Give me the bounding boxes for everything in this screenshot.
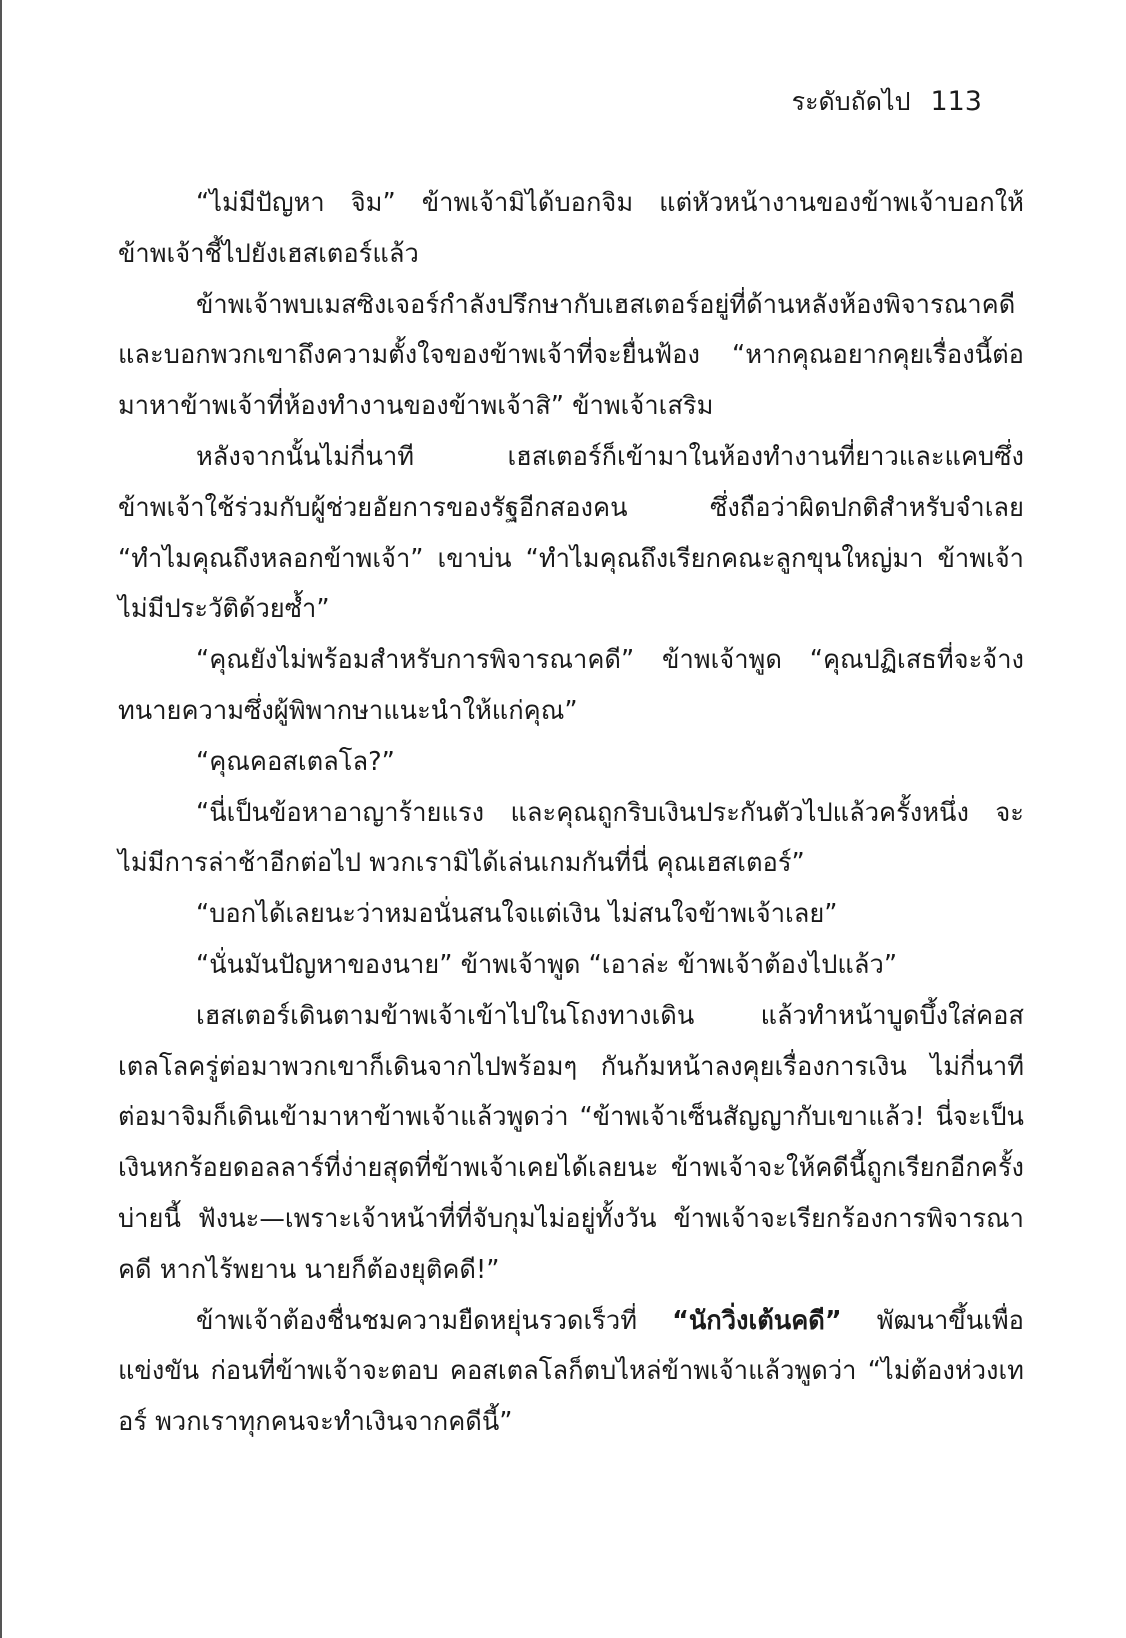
paragraph	[118, 178, 1024, 280]
paragraph-text: “คุณยังไม่พร้อมสำหรับการพิจารณาคดี” ข้าพเจ้าพูด “คุณปฏิเสธที่จะจ้างทนายความซึ่งผู้พิพากษาแนะนำให้แก่คุณ”	[118, 645, 1024, 726]
paragraph	[118, 280, 1024, 432]
paragraph	[118, 940, 1024, 991]
paragraph	[118, 889, 1024, 940]
emphasized-text: “นักวิ่งเต้นคดี”	[672, 1305, 842, 1336]
paragraph	[118, 635, 1024, 737]
body-text	[118, 178, 1024, 1448]
paragraph-text: “นี่เป็นข้อหาอาญาร้ายแรง และคุณถูกริบเงินประกันตัวไปแล้วครั้งหนึ่ง จะไม่มีการล่าช้าอีกต่อไป พวกเรามิได้เล่นเกมกันที่นี่ คุณเฮสเตอร์”	[118, 797, 1024, 879]
paragraph	[118, 991, 1024, 1296]
paragraph-text: “คุณคอสเตลโล?”	[196, 746, 395, 777]
paragraph-text: “บอกได้เลยนะว่าหมอนั่นสนใจแต่เงิน ไม่สนใจข้าพเจ้าเลย”	[196, 899, 838, 930]
paragraph	[118, 1296, 1024, 1448]
paragraph	[118, 737, 1024, 788]
running-header	[792, 82, 982, 122]
paragraph-text: “ไม่มีปัญหา จิม” ข้าพเจ้ามิได้บอกจิม แต่หัวหน้างานของข้าพเจ้าบอกให้ข้าพเจ้าชี้ไปยังเฮสเตอร์แล้ว	[118, 188, 1024, 269]
paragraph-text: ข้าพเจ้าต้องชื่นชมความยืดหยุ่นรวดเร็วที่	[196, 1305, 673, 1336]
paragraph-text: พัฒนาขึ้นเพื่อแข่งขัน ก่อนที่ข้าพเจ้าจะตอบ คอสเตลโลก็ตบไหล่ข้าพเจ้าแล้วพูดว่า “ไม่ต้องห่วงเทอร์ พวกเราทุกคนจะทำเงินจากคดีนี้”	[118, 1305, 1024, 1438]
paragraph-text: ข้าพเจ้าพบเมสซิงเจอร์กำลังปรึกษากับเฮสเตอร์อยู่ที่ด้านหลังห้องพิจารณาคดีและบอกพวกเขาถึงความตั้งใจของข้าพเจ้าที่จะยื่นฟ้อง “หากคุณอยากคุยเรื่องนี้ต่อมาหาข้าพเจ้าที่ห้องทำงานของข้าพเจ้าสิ” ข้าพเจ้าเสริม	[118, 289, 1024, 422]
paragraph	[118, 432, 1024, 635]
paragraph-text: “นั่นมันปัญหาของนาย” ข้าพเจ้าพูด “เอาล่ะ ข้าพเจ้าต้องไปแล้ว”	[196, 949, 898, 980]
running-header-title: ระดับถัดไป	[791, 87, 911, 116]
paragraph-text: หลังจากนั้นไม่กี่นาที เฮสเตอร์ก็เข้ามาในห้องทำงานที่ยาวและแคบซึ่งข้าพเจ้าใช้ร่วมกับผู้ช่วยอัยการของรัฐอีกสองคน ซึ่งถือว่าผิดปกติสำหรับจำเลย “ทำไมคุณถึงหลอกข้าพเจ้า” เขาบ่น “ทำไมคุณถึงเรียกคณะลูกขุนใหญ่มา ข้าพเจ้าไม่มีประวัติด้วยซ้ำ”	[118, 441, 1024, 625]
paragraph	[118, 788, 1024, 890]
page-edge-line	[0, 0, 2, 1638]
page-number: 113	[930, 86, 982, 117]
paragraph-text: เฮสเตอร์เดินตามข้าพเจ้าเข้าไปในโถงทางเดิน แล้วทำหน้าบูดบึ้งใส่คอสเตลโลครู่ต่อมาพวกเขาก็เดินจากไปพร้อมๆ กันก้มหน้าลงคุยเรื่องการเงิน ไม่กี่นาทีต่อมาจิมก็เดินเข้ามาหาข้าพเจ้าแล้วพูดว่า “ข้าพเจ้าเซ็นสัญญากับเขาแล้ว! นี่จะเป็นเงินหกร้อยดอลลาร์ที่ง่ายสุดที่ข้าพเจ้าเคยได้เลยนะ ข้าพเจ้าจะให้คดีนี้ถูกเรียกอีกครั้งบ่ายนี้ ฟังนะ—เพราะเจ้าหน้าที่ที่จับกุมไม่อยู่ทั้งวัน ข้าพเจ้าจะเรียกร้องการพิจารณาคดี หากไร้พยาน นายก็ต้องยุติคดี!”	[118, 1000, 1024, 1285]
